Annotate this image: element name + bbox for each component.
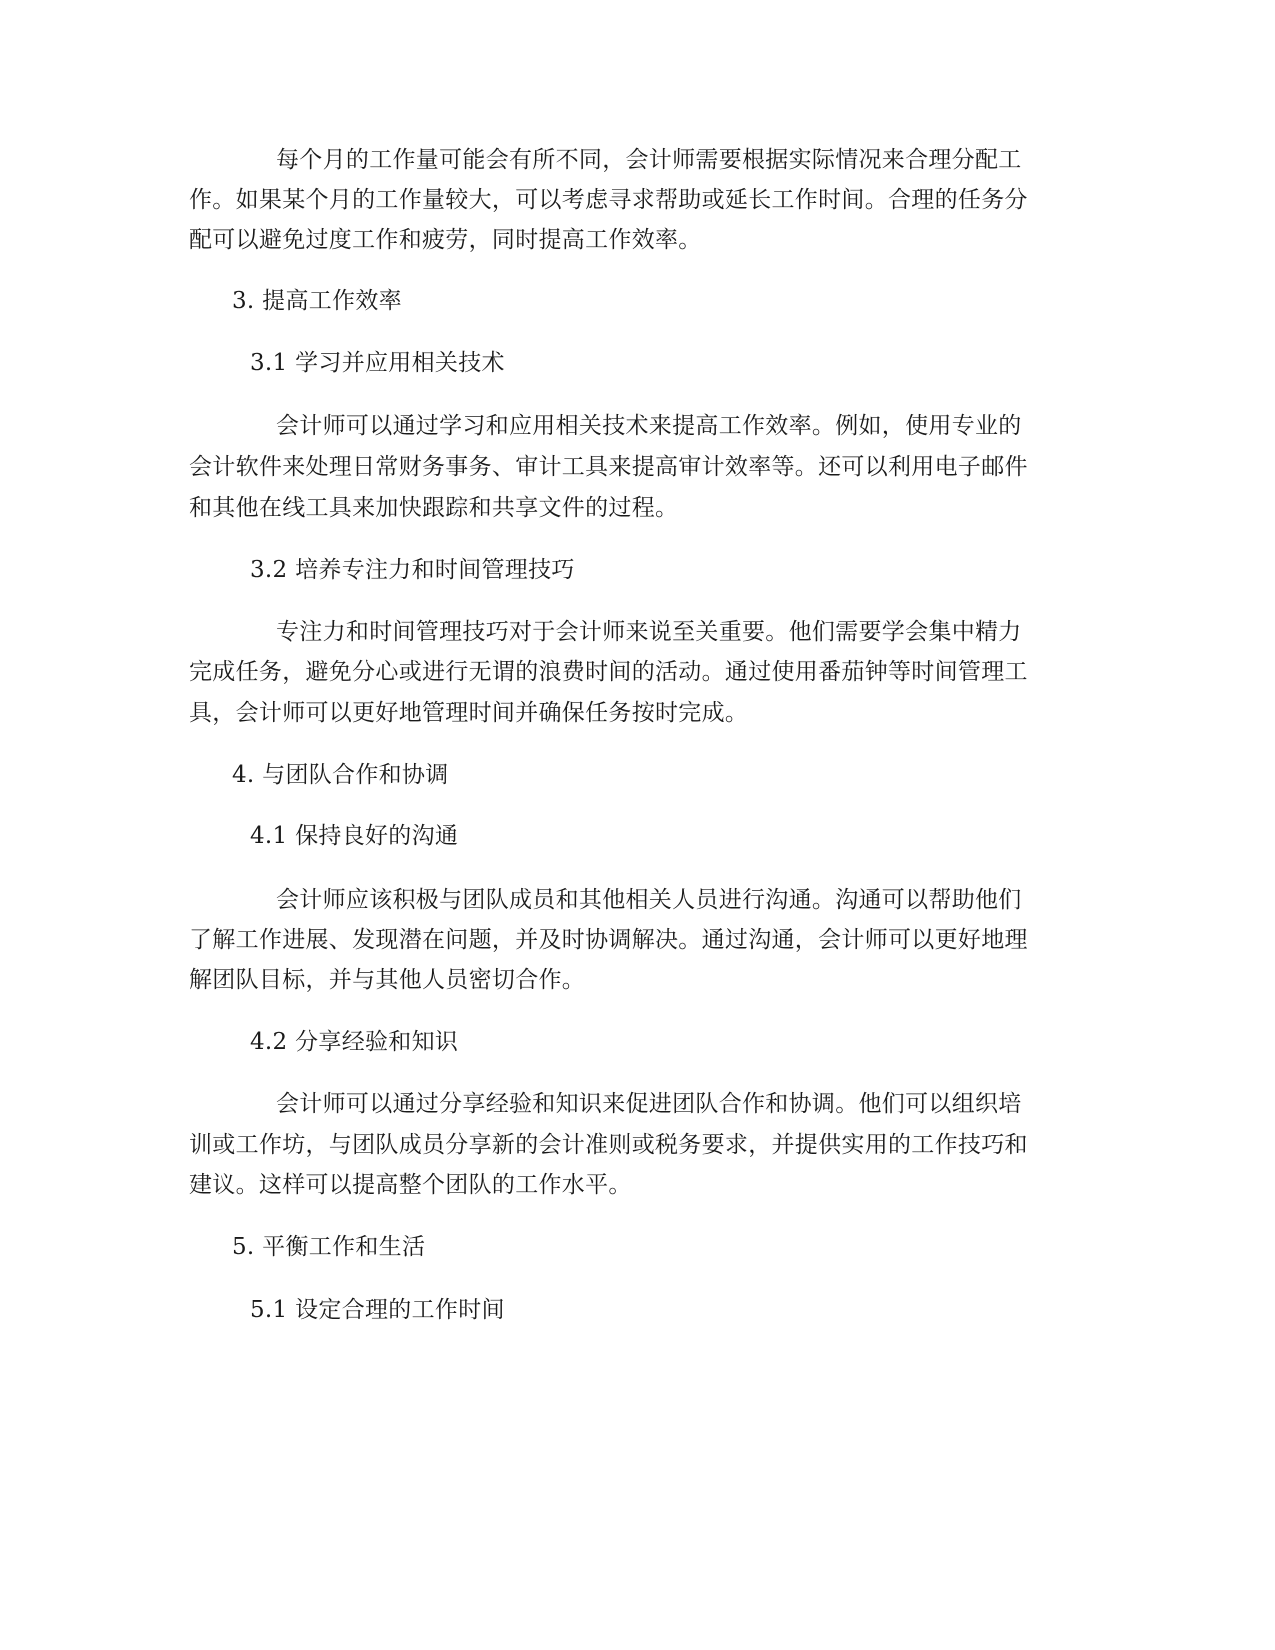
heading-section-3-1: 3.1 学习并应用相关技术 [250,350,505,376]
paragraph-workload-line-3: 配可以避免过度工作和疲劳，同时提高工作效率。 [189,227,702,253]
paragraph-workload-line-2: 作。如果某个月的工作量较大，可以考虑寻求帮助或延长工作时间。合理的任务分 [189,187,1028,213]
paragraph-4-2-line-2: 训或工作坊，与团队成员分享新的会计准则或税务要求，并提供实用的工作技巧和 [189,1132,1028,1158]
paragraph-3-2-line-2: 完成任务，避免分心或进行无谓的浪费时间的活动。通过使用番茄钟等时间管理工 [189,659,1028,685]
paragraph-3-2-line-1: 专注力和时间管理技巧对于会计师来说至关重要。他们需要学会集中精力 [276,619,1022,645]
heading-section-3: 3. 提高工作效率 [232,288,402,314]
heading-section-4: 4. 与团队合作和协调 [232,762,449,788]
paragraph-3-1-line-1: 会计师可以通过学习和应用相关技术来提高工作效率。例如，使用专业的 [276,413,1022,439]
paragraph-4-2-line-1: 会计师可以通过分享经验和知识来促进团队合作和协调。他们可以组织培 [276,1091,1022,1117]
heading-section-5: 5. 平衡工作和生活 [232,1234,426,1260]
heading-section-3-2: 3.2 培养专注力和时间管理技巧 [250,557,575,583]
paragraph-4-1-line-2: 了解工作进展、发现潜在问题，并及时协调解决。通过沟通，会计师可以更好地理 [189,927,1028,953]
heading-section-4-2: 4.2 分享经验和知识 [250,1029,459,1055]
paragraph-3-1-line-2: 会计软件来处理日常财务事务、审计工具来提高审计效率等。还可以利用电子邮件 [189,454,1028,480]
paragraph-4-1-line-3: 解团队目标，并与其他人员密切合作。 [189,967,586,993]
paragraph-workload-line-1: 每个月的工作量可能会有所不同，会计师需要根据实际情况来合理分配工 [276,147,1022,173]
paragraph-4-1-line-1: 会计师应该积极与团队成员和其他相关人员进行沟通。沟通可以帮助他们 [276,887,1022,913]
paragraph-4-2-line-3: 建议。这样可以提高整个团队的工作水平。 [189,1172,632,1198]
heading-section-5-1: 5.1 设定合理的工作时间 [250,1297,505,1323]
heading-section-4-1: 4.1 保持良好的沟通 [250,823,459,849]
paragraph-3-1-line-3: 和其他在线工具来加快跟踪和共享文件的过程。 [189,495,679,521]
paragraph-3-2-line-3: 具，会计师可以更好地管理时间并确保任务按时完成。 [189,700,749,726]
